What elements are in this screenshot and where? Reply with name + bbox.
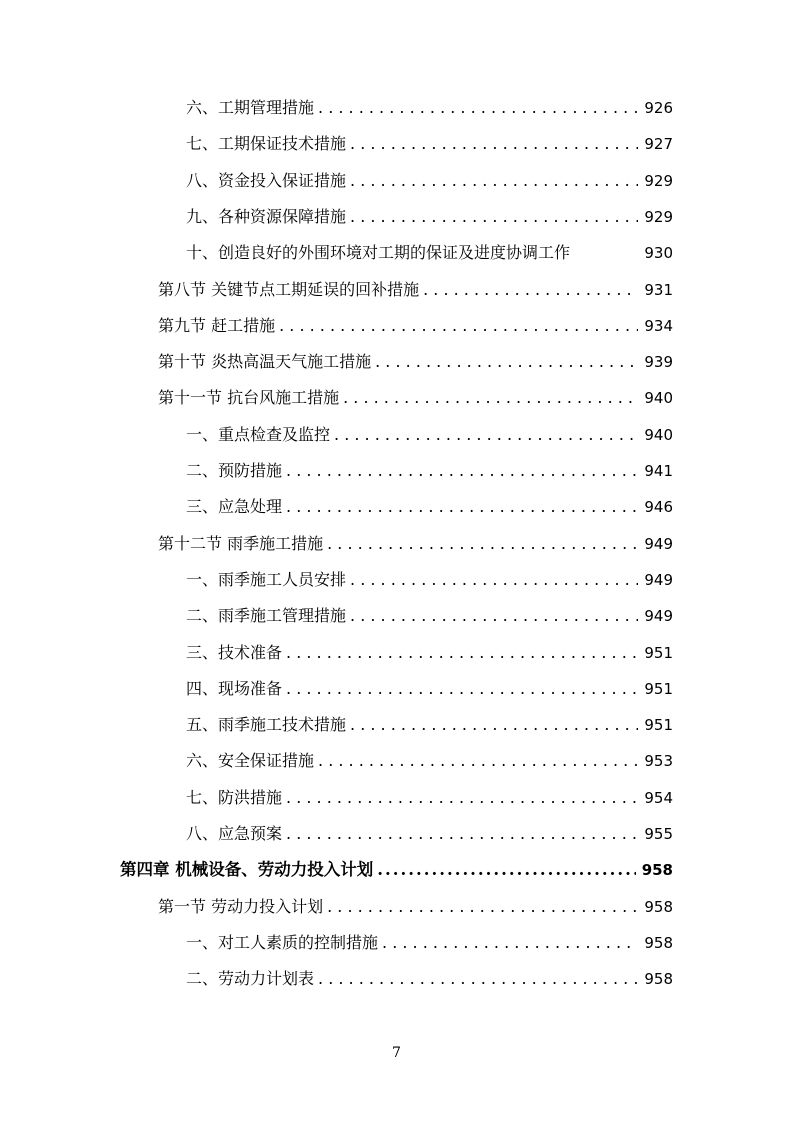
toc-leader-dots [286,671,638,707]
toc-entry-page: 926 [644,99,673,117]
toc-entry-title: 二、预防措施 [186,461,283,480]
toc-entry[interactable] [158,889,673,925]
toc-entry[interactable] [186,635,673,671]
toc-entry-title: 三、应急处理 [186,497,283,517]
toc-leader-dots [279,308,638,344]
toc-entry[interactable] [186,816,673,852]
toc-entry-title: 七、工期保证技术措施 [186,134,347,154]
toc-leader-dots [375,344,638,380]
toc-entry-title: 第八节 关键节点工期延误的回补措施 [158,279,420,299]
toc-entry-page: 958 [644,970,673,989]
toc-entry-title: 八、应急预案 [186,824,283,843]
toc-entry[interactable] [186,743,673,779]
toc-entry[interactable] [186,671,673,707]
toc-entry[interactable] [158,344,673,380]
toc-leader-dots [350,163,638,199]
toc-entry-page: 958 [644,933,673,952]
toc-entry-page: 946 [644,498,673,517]
toc-entry-title: 第十节 炎热高温天气施工措施 [158,352,372,372]
toc-entry-page: 939 [644,353,673,372]
toc-entry-title: 二、雨季施工管理措施 [186,606,347,626]
toc-entry-title: 第十二节 雨季施工措施 [158,533,324,553]
toc-entry-title: 第四章 机械设备、劳动力投入计划 [120,860,374,880]
toc-leader-dots [318,90,638,126]
toc-entry[interactable] [186,163,673,199]
toc-leader-dots [350,707,638,743]
toc-entry-title: 第九节 赶工措施 [158,315,276,335]
toc-entry-title: 三、技术准备 [186,642,283,662]
toc-leader-dots [423,272,638,308]
toc-entry-page: 953 [644,752,673,771]
toc-entry-title: 五、雨季施工技术措施 [186,715,347,735]
toc-entry[interactable] [158,380,673,416]
toc-entry[interactable] [186,780,673,816]
toc-entry-page: 949 [644,570,673,589]
toc-leader-dots [350,598,638,634]
toc-leader-dots [286,816,638,852]
toc-entry-page: 934 [644,316,673,335]
toc-leader-dots [286,489,638,525]
toc-entry[interactable] [186,235,673,271]
toc-leader-dots [377,852,635,888]
toc-entry-page: 951 [644,643,673,662]
toc-entry[interactable] [186,199,673,235]
toc-entry-title: 六、工期管理措施 [186,98,315,117]
toc-entry[interactable] [186,489,673,525]
toc-entry-title: 一、重点检查及监控 [186,424,331,444]
toc-entry-page: 941 [644,462,673,480]
toc-leader-dots [382,925,638,961]
toc-entry-page: 929 [644,171,673,190]
toc-leader-dots [343,380,638,416]
toc-entry[interactable] [186,417,673,453]
toc-entry[interactable] [186,925,673,961]
toc-entry-page: 949 [644,607,673,626]
toc-entry-page: 930 [644,244,673,263]
toc-entry-page: 958 [641,861,673,880]
toc-leader-dots [350,126,638,162]
toc-entry[interactable] [186,90,673,126]
toc-leader-dots [286,635,638,671]
toc-entry-page: 951 [644,716,673,735]
toc-entry-title: 七、防洪措施 [186,787,283,807]
toc-entry[interactable] [158,308,673,344]
toc-entry-page: 929 [644,207,673,226]
toc-entry-page: 955 [644,825,673,843]
toc-entry-page: 927 [644,135,673,154]
toc-entry-title: 十、创造良好的外围环境对工期的保证及进度协调工作 [186,243,571,263]
toc-entry-page: 958 [644,897,673,916]
toc-entry[interactable] [158,272,673,308]
toc-leader-dots [286,780,638,816]
toc-entry[interactable] [186,961,673,997]
toc-leader-dots [286,453,638,489]
toc-entry-title: 六、安全保证措施 [186,751,315,771]
toc-entry[interactable] [186,707,673,743]
toc-entry-title: 第十一节 抗台风施工措施 [158,388,340,408]
toc-entry-page: 954 [644,788,673,807]
toc-entry-page: 951 [644,679,673,698]
toc-entry[interactable] [186,562,673,598]
toc-leader-dots [327,889,638,925]
toc-leader-dots [350,562,638,598]
toc-leader-dots [334,417,638,453]
toc-leader-dots [318,961,638,997]
toc-entry-title: 二、劳动力计划表 [186,969,315,989]
toc-entry-page: 931 [644,280,673,299]
toc-entry[interactable] [186,126,673,162]
toc-entry-page: 949 [644,534,673,553]
toc-entry[interactable] [158,526,673,562]
toc-entry[interactable] [186,453,673,489]
toc-entry-title: 四、现场准备 [186,678,283,698]
toc-entry[interactable] [120,852,673,888]
toc-entry-title: 八、资金投入保证措施 [186,170,347,190]
toc-entry-title: 一、雨季施工人员安排 [186,569,347,589]
toc-entry-title: 一、对工人素质的控制措施 [186,932,379,952]
toc-leader-dots [327,526,638,562]
toc-entry-page: 940 [644,425,673,444]
toc-entry-page: 940 [644,389,673,408]
toc-entry-title: 九、各种资源保障措施 [186,206,347,226]
toc-entry[interactable] [186,598,673,634]
page-number: 7 [392,1045,401,1061]
toc-entry-title: 第一节 劳动力投入计划 [158,896,324,916]
toc-leader-dots [318,743,638,779]
toc-leader-dots [350,199,638,235]
